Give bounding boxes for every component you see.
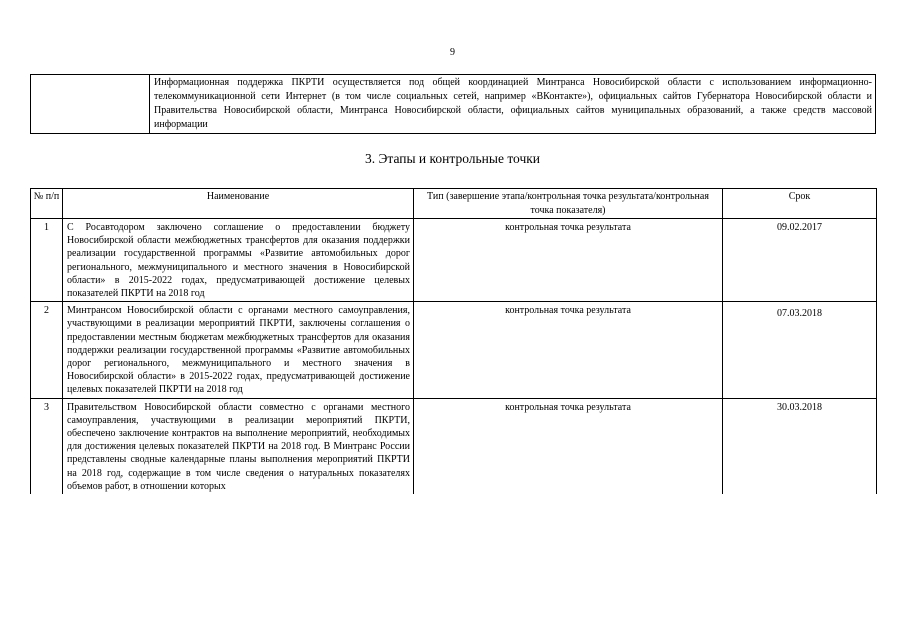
section-heading: 3. Этапы и контрольные точки bbox=[364, 151, 541, 166]
row-name: Минтрансом Новосибирской области с органами местного самоуправления, участвующими в реализации мероприятий ПКРТИ, заключены соглашения о предоставлении местным бюджетам межбюджетных трансфертов для оказания поддержки реализации государственной программы «Развитие автомобильных дорог регионального, межмуниципального и местного значения в Новосибирской области» в 2015-2022 годах, предусматривающей достижение целевых показателей ПКРТИ на 2018 год bbox=[63, 302, 414, 398]
table-row bbox=[31, 398, 877, 494]
stages-table bbox=[30, 188, 877, 494]
table-row bbox=[31, 302, 877, 398]
header-date: Срок bbox=[723, 189, 877, 219]
row-name: Правительством Новосибирской области совместно с органами местного самоуправления, участвующими в реализации мероприятий ПКРТИ, обеспечено заключение контрактов на выполнение мероприятий, необходимых для достижения целевых показателей ПКРТИ на 2018 год. В Минтранс России представлены сводные календарные планы выполнения мероприятий ПКРТИ на 2018 год, содержащие в том числе сведения о натуральных показателях объемов работ, в отношении которых bbox=[63, 398, 414, 494]
header-num: № п/п bbox=[31, 189, 63, 219]
row-num: 1 bbox=[31, 219, 63, 302]
row-date: 09.02.2017 bbox=[723, 219, 877, 302]
row-date: 30.03.2018 bbox=[723, 398, 877, 494]
page-number: 9 bbox=[450, 47, 455, 58]
info-support-text: Информационная поддержка ПКРТИ осуществляется под общей координацией Минтранса Новосибирской области с использованием информационно-телекоммуникационной сети Интернет (в том числе социальных сетей, например «ВКонтакте»), официальных сайтов Губернатора Новосибирской области и Правительства Новосибирской области, Минтранса Новосибирской области, официальных сайтов муниципальных образований, а также средств массовой информации bbox=[150, 75, 876, 134]
row-num: 3 bbox=[31, 398, 63, 494]
row-type: контрольная точка результата bbox=[414, 398, 723, 494]
info-support-table bbox=[30, 74, 876, 134]
row-type: контрольная точка результата bbox=[414, 219, 723, 302]
row-date: 07.03.2018 bbox=[723, 302, 877, 398]
table-row bbox=[31, 219, 877, 302]
row-name: С Росавтодором заключено соглашение о предоставлении бюджету Новосибирской области межбюджетных трансфертов для оказания поддержки реализации государственной программы «Развитие автомобильных дорог регионального, межмуниципального и местного значения в Новосибирской области» в 2015-2022 годах, предусматривающей достижение целевых показателей ПКРТИ на 2018 год bbox=[63, 219, 414, 302]
header-name: Наименование bbox=[63, 189, 414, 219]
info-support-row bbox=[31, 75, 876, 134]
row-num: 2 bbox=[31, 302, 63, 398]
info-blank-cell bbox=[31, 75, 150, 134]
header-type: Тип (завершение этапа/контрольная точка результата/контрольная точка показателя) bbox=[414, 189, 723, 219]
table-header-row bbox=[31, 189, 877, 219]
row-type: контрольная точка результата bbox=[414, 302, 723, 398]
